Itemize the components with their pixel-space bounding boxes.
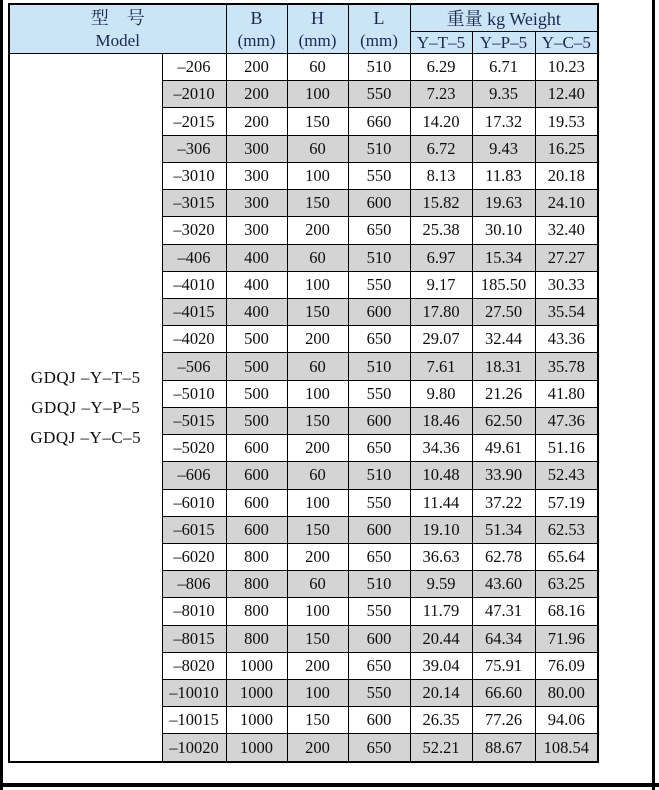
h-mm-cell: 200 (287, 435, 348, 462)
b-mm-cell: 500 (226, 380, 287, 407)
weight-yc5-cell: 32.40 (535, 217, 598, 244)
weight-yt5-cell: 8.13 (410, 162, 472, 189)
l-mm-cell: 550 (348, 81, 410, 108)
b-mm-cell: 800 (226, 598, 287, 625)
weight-yt5-cell: 11.79 (410, 598, 472, 625)
model-suffix-cell: –2015 (162, 108, 226, 135)
h-mm-cell: 60 (287, 135, 348, 162)
spec-table-body (9, 54, 598, 763)
header-yp5: Y–P–5 (472, 32, 535, 54)
weight-yc5-cell: 57.19 (535, 489, 598, 516)
l-mm-cell: 600 (348, 407, 410, 434)
weight-yp5-cell: 9.35 (472, 81, 535, 108)
weight-yt5-cell: 25.38 (410, 217, 472, 244)
model-suffix-cell: –8020 (162, 652, 226, 679)
b-mm-cell: 500 (226, 353, 287, 380)
l-mm-cell: 550 (348, 271, 410, 298)
header-l-unit: (mm) (360, 31, 398, 50)
h-mm-cell: 60 (287, 353, 348, 380)
b-mm-cell: 1000 (226, 680, 287, 707)
b-mm-cell: 300 (226, 190, 287, 217)
h-mm-cell: 100 (287, 680, 348, 707)
weight-yt5-cell: 18.46 (410, 407, 472, 434)
h-mm-cell: 150 (287, 516, 348, 543)
page-left-border (0, 0, 3, 790)
weight-yc5-cell: 35.54 (535, 298, 598, 325)
weight-yc5-cell: 68.16 (535, 598, 598, 625)
weight-yp5-cell: 11.83 (472, 162, 535, 189)
weight-yt5-cell: 20.44 (410, 625, 472, 652)
model-suffix-cell: –806 (162, 571, 226, 598)
l-mm-cell: 550 (348, 162, 410, 189)
header-l (348, 4, 410, 54)
h-mm-cell: 150 (287, 190, 348, 217)
l-mm-cell: 600 (348, 625, 410, 652)
model-suffix-cell: –6010 (162, 489, 226, 516)
b-mm-cell: 600 (226, 489, 287, 516)
l-mm-cell: 510 (348, 571, 410, 598)
h-mm-cell: 60 (287, 244, 348, 271)
h-mm-cell: 100 (287, 162, 348, 189)
l-mm-cell: 650 (348, 435, 410, 462)
model-group-line: GDQJ –Y–P–5 (31, 397, 141, 417)
model-suffix-cell: –206 (162, 54, 226, 81)
weight-yt5-cell: 9.80 (410, 380, 472, 407)
b-mm-cell: 1000 (226, 707, 287, 734)
l-mm-cell: 600 (348, 516, 410, 543)
b-mm-cell: 300 (226, 135, 287, 162)
l-mm-cell: 550 (348, 380, 410, 407)
h-mm-cell: 200 (287, 217, 348, 244)
l-mm-cell: 660 (348, 108, 410, 135)
weight-yc5-cell: 27.27 (535, 244, 598, 271)
weight-yc5-cell: 51.16 (535, 435, 598, 462)
b-mm-cell: 1000 (226, 652, 287, 679)
model-group-line: GDQJ –Y–T–5 (30, 367, 141, 387)
b-mm-cell: 600 (226, 462, 287, 489)
model-suffix-cell: –4015 (162, 298, 226, 325)
b-mm-cell: 800 (226, 543, 287, 570)
header-h (287, 4, 348, 54)
model-suffix-cell: –5020 (162, 435, 226, 462)
l-mm-cell: 550 (348, 598, 410, 625)
model-suffix-cell: –5015 (162, 407, 226, 434)
l-mm-cell: 550 (348, 489, 410, 516)
header-l-label: L (373, 8, 385, 28)
weight-yc5-cell: 94.06 (535, 707, 598, 734)
h-mm-cell: 60 (287, 462, 348, 489)
model-suffix-cell: –4010 (162, 271, 226, 298)
weight-yt5-cell: 20.14 (410, 680, 472, 707)
weight-yp5-cell: 27.50 (472, 298, 535, 325)
weight-yc5-cell: 71.96 (535, 625, 598, 652)
header-h-label: H (311, 8, 324, 28)
header-model (9, 4, 226, 54)
weight-yt5-cell: 15.82 (410, 190, 472, 217)
h-mm-cell: 150 (287, 407, 348, 434)
b-mm-cell: 300 (226, 217, 287, 244)
model-suffix-cell: –10015 (162, 707, 226, 734)
weight-yc5-cell: 30.33 (535, 271, 598, 298)
h-mm-cell: 100 (287, 271, 348, 298)
b-mm-cell: 400 (226, 271, 287, 298)
weight-yt5-cell: 7.61 (410, 353, 472, 380)
weight-yp5-cell: 32.44 (472, 326, 535, 353)
weight-yc5-cell: 76.09 (535, 652, 598, 679)
weight-yp5-cell: 33.90 (472, 462, 535, 489)
h-mm-cell: 100 (287, 598, 348, 625)
l-mm-cell: 600 (348, 190, 410, 217)
h-mm-cell: 200 (287, 326, 348, 353)
weight-yc5-cell: 12.40 (535, 81, 598, 108)
b-mm-cell: 300 (226, 162, 287, 189)
b-mm-cell: 500 (226, 326, 287, 353)
weight-yp5-cell: 88.67 (472, 734, 535, 762)
weight-yt5-cell: 34.36 (410, 435, 472, 462)
l-mm-cell: 650 (348, 543, 410, 570)
weight-yc5-cell: 65.64 (535, 543, 598, 570)
h-mm-cell: 150 (287, 707, 348, 734)
model-suffix-cell: –3010 (162, 162, 226, 189)
b-mm-cell: 800 (226, 625, 287, 652)
model-suffix-cell: –4020 (162, 326, 226, 353)
weight-yt5-cell: 26.35 (410, 707, 472, 734)
model-suffix-cell: –10020 (162, 734, 226, 762)
weight-yp5-cell: 18.31 (472, 353, 535, 380)
model-suffix-cell: –506 (162, 353, 226, 380)
h-mm-cell: 60 (287, 54, 348, 81)
header-yt5: Y–T–5 (410, 32, 472, 54)
weight-yt5-cell: 9.17 (410, 271, 472, 298)
weight-yc5-cell: 47.36 (535, 407, 598, 434)
weight-yp5-cell: 17.32 (472, 108, 535, 135)
weight-yp5-cell: 47.31 (472, 598, 535, 625)
weight-yt5-cell: 14.20 (410, 108, 472, 135)
weight-yt5-cell: 7.23 (410, 81, 472, 108)
l-mm-cell: 650 (348, 652, 410, 679)
model-suffix-cell: –3020 (162, 217, 226, 244)
model-suffix-cell: –8015 (162, 625, 226, 652)
weight-yc5-cell: 35.78 (535, 353, 598, 380)
weight-yc5-cell: 62.53 (535, 516, 598, 543)
weight-yc5-cell: 43.36 (535, 326, 598, 353)
weight-yp5-cell: 9.43 (472, 135, 535, 162)
h-mm-cell: 150 (287, 625, 348, 652)
weight-yc5-cell: 20.18 (535, 162, 598, 189)
h-mm-cell: 200 (287, 543, 348, 570)
b-mm-cell: 200 (226, 54, 287, 81)
h-mm-cell: 200 (287, 734, 348, 762)
header-b-unit: (mm) (237, 31, 276, 50)
model-suffix-cell: –2010 (162, 81, 226, 108)
weight-yp5-cell: 30.10 (472, 217, 535, 244)
model-suffix-cell: –10010 (162, 680, 226, 707)
header-b (226, 4, 287, 54)
weight-yt5-cell: 17.80 (410, 298, 472, 325)
page-right-border (652, 0, 655, 790)
weight-yp5-cell: 62.78 (472, 543, 535, 570)
h-mm-cell: 100 (287, 81, 348, 108)
header-model-cn: 型 号 (90, 8, 145, 28)
h-mm-cell: 150 (287, 108, 348, 135)
l-mm-cell: 650 (348, 734, 410, 762)
weight-yp5-cell: 37.22 (472, 489, 535, 516)
b-mm-cell: 200 (226, 81, 287, 108)
weight-yt5-cell: 9.59 (410, 571, 472, 598)
model-suffix-cell: –606 (162, 462, 226, 489)
weight-yt5-cell: 39.04 (410, 652, 472, 679)
header-weight: 重量 kg Weight (410, 4, 598, 32)
b-mm-cell: 800 (226, 571, 287, 598)
weight-yc5-cell: 80.00 (535, 680, 598, 707)
weight-yp5-cell: 21.26 (472, 380, 535, 407)
h-mm-cell: 100 (287, 489, 348, 516)
model-suffix-cell: –306 (162, 135, 226, 162)
weight-yc5-cell: 10.23 (535, 54, 598, 81)
b-mm-cell: 600 (226, 516, 287, 543)
weight-yt5-cell: 6.72 (410, 135, 472, 162)
l-mm-cell: 510 (348, 135, 410, 162)
l-mm-cell: 650 (348, 326, 410, 353)
weight-yp5-cell: 19.63 (472, 190, 535, 217)
weight-yp5-cell: 51.34 (472, 516, 535, 543)
weight-yp5-cell: 62.50 (472, 407, 535, 434)
weight-yt5-cell: 6.97 (410, 244, 472, 271)
spec-table (8, 3, 599, 763)
weight-yc5-cell: 41.80 (535, 380, 598, 407)
weight-yt5-cell: 6.29 (410, 54, 472, 81)
h-mm-cell: 60 (287, 571, 348, 598)
weight-yp5-cell: 49.61 (472, 435, 535, 462)
weight-yc5-cell: 108.54 (535, 734, 598, 762)
l-mm-cell: 510 (348, 244, 410, 271)
model-suffix-cell: –8010 (162, 598, 226, 625)
weight-yp5-cell: 43.60 (472, 571, 535, 598)
h-mm-cell: 200 (287, 652, 348, 679)
l-mm-cell: 510 (348, 54, 410, 81)
model-group-line: GDQJ –Y–C–5 (30, 427, 142, 447)
b-mm-cell: 200 (226, 108, 287, 135)
weight-yc5-cell: 52.43 (535, 462, 598, 489)
l-mm-cell: 600 (348, 298, 410, 325)
b-mm-cell: 400 (226, 298, 287, 325)
h-mm-cell: 150 (287, 298, 348, 325)
weight-yt5-cell: 11.44 (410, 489, 472, 516)
b-mm-cell: 600 (226, 435, 287, 462)
l-mm-cell: 510 (348, 353, 410, 380)
weight-yt5-cell: 19.10 (410, 516, 472, 543)
h-mm-cell: 100 (287, 380, 348, 407)
weight-yc5-cell: 16.25 (535, 135, 598, 162)
weight-yp5-cell: 6.71 (472, 54, 535, 81)
weight-yc5-cell: 63.25 (535, 571, 598, 598)
weight-yc5-cell: 19.53 (535, 108, 598, 135)
b-mm-cell: 500 (226, 407, 287, 434)
l-mm-cell: 550 (348, 680, 410, 707)
header-b-label: B (250, 8, 263, 28)
l-mm-cell: 510 (348, 462, 410, 489)
model-suffix-cell: –406 (162, 244, 226, 271)
l-mm-cell: 600 (348, 707, 410, 734)
weight-yt5-cell: 10.48 (410, 462, 472, 489)
table-row (9, 54, 598, 81)
weight-yp5-cell: 185.50 (472, 271, 535, 298)
b-mm-cell: 400 (226, 244, 287, 271)
l-mm-cell: 650 (348, 217, 410, 244)
weight-yt5-cell: 29.07 (410, 326, 472, 353)
page-bottom-rule (0, 783, 659, 787)
model-suffix-cell: –3015 (162, 190, 226, 217)
weight-yt5-cell: 52.21 (410, 734, 472, 762)
weight-yp5-cell: 15.34 (472, 244, 535, 271)
header-model-en: Model (95, 31, 140, 50)
weight-yp5-cell: 64.34 (472, 625, 535, 652)
header-yc5: Y–C–5 (535, 32, 598, 54)
weight-yp5-cell: 66.60 (472, 680, 535, 707)
model-suffix-cell: –6015 (162, 516, 226, 543)
weight-yt5-cell: 36.63 (410, 543, 472, 570)
b-mm-cell: 1000 (226, 734, 287, 762)
model-suffix-cell: –6020 (162, 543, 226, 570)
weight-yp5-cell: 75.91 (472, 652, 535, 679)
header-h-unit: (mm) (298, 31, 337, 50)
weight-yc5-cell: 24.10 (535, 190, 598, 217)
weight-yp5-cell: 77.26 (472, 707, 535, 734)
model-group-cell (9, 54, 162, 763)
model-suffix-cell: –5010 (162, 380, 226, 407)
